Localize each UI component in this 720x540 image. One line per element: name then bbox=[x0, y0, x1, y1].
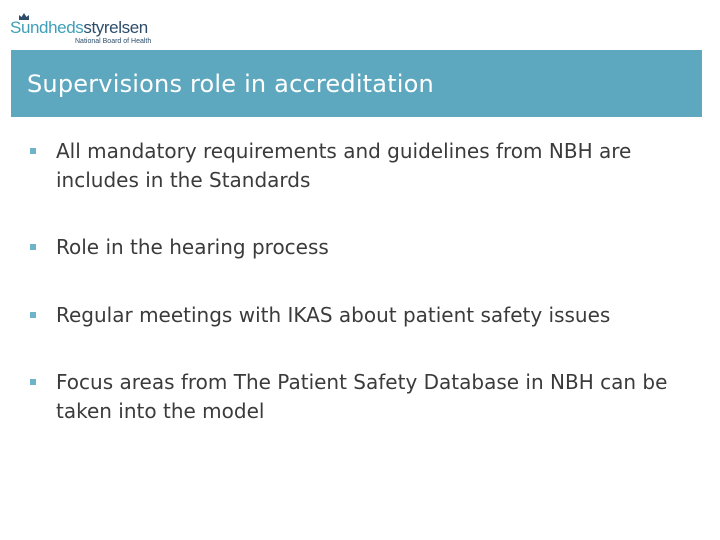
bullet-text: All mandatory requirements and guidelines from NBH are includes in the Standards bbox=[56, 139, 632, 192]
bullet-text: Role in the hearing process bbox=[56, 235, 329, 259]
bullet-item bbox=[30, 368, 690, 426]
logo-name-part2: styrelsen bbox=[83, 18, 148, 37]
bullet-text: Focus areas from The Patient Safety Database in NBH can be taken into the model bbox=[56, 370, 668, 423]
logo-name-part1: Sundheds bbox=[10, 18, 84, 37]
logo-name bbox=[10, 18, 148, 38]
square-bullet-icon bbox=[30, 312, 36, 318]
square-bullet-icon bbox=[30, 148, 36, 154]
logo bbox=[10, 12, 170, 50]
bullet-item bbox=[30, 233, 690, 262]
slide-title: Supervisions role in accreditation bbox=[27, 69, 434, 98]
bullet-text: Regular meetings with IKAS about patient safety issues bbox=[56, 303, 611, 327]
bullet-item bbox=[30, 301, 690, 330]
bullet-item bbox=[30, 137, 690, 195]
bullet-list bbox=[30, 137, 690, 464]
title-bar bbox=[11, 50, 702, 117]
square-bullet-icon bbox=[30, 379, 36, 385]
logo-subtitle: National Board of Health bbox=[75, 38, 152, 45]
square-bullet-icon bbox=[30, 244, 36, 250]
